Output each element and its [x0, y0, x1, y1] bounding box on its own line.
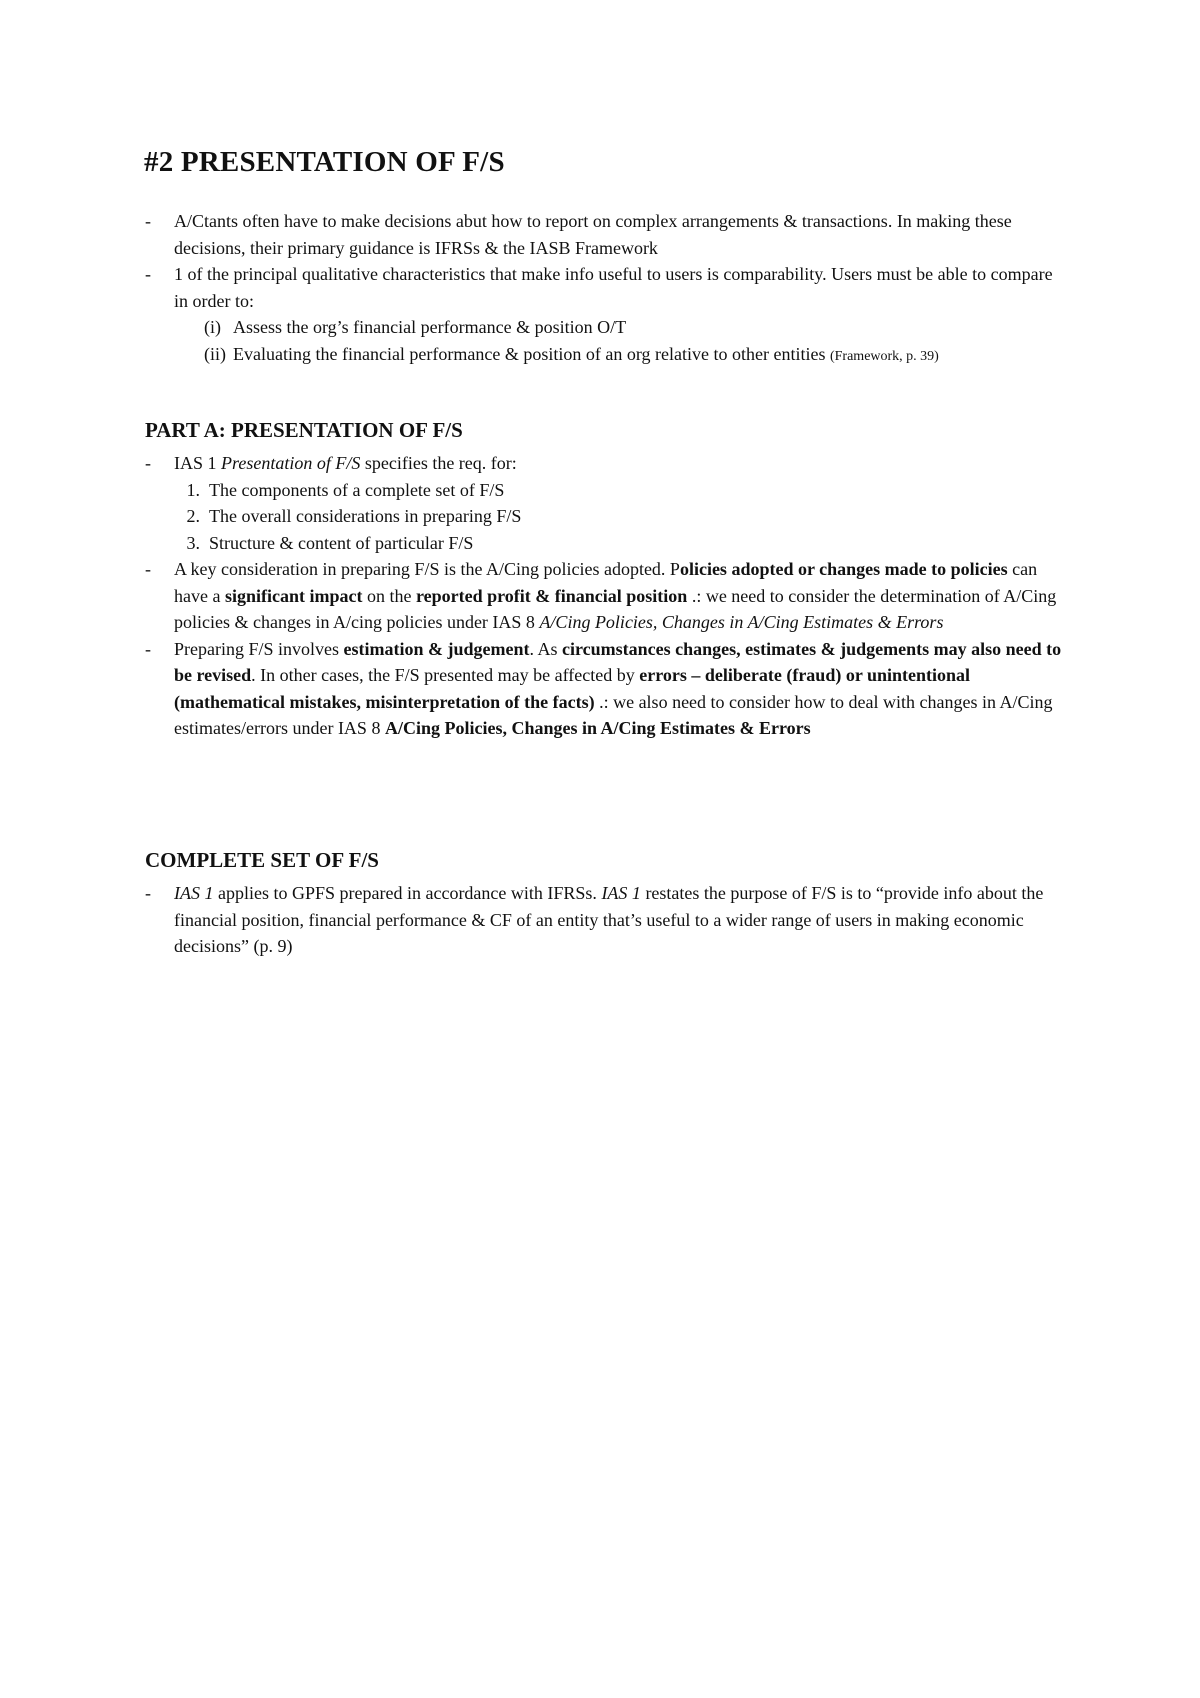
- italic-title: Presentation of F/S: [221, 453, 361, 473]
- italic-title: IAS 1: [174, 883, 214, 903]
- bullet-text: A/Ctants often have to make decisions abut how to report on complex arrangements & transactions. In making these decisions, their primary guidance is IFRSs & the IASB Framework: [174, 211, 1012, 258]
- list-text: The overall considerations in preparing F/S: [209, 506, 522, 526]
- bullet-item: [145, 261, 1070, 314]
- bold-text: A/Cing Policies, Changes in A/Cing Estimates & Errors: [384, 718, 811, 738]
- list-number: 1.: [186, 479, 200, 500]
- roman-label: (i): [204, 317, 221, 337]
- numbered-list-item: [145, 503, 1070, 530]
- italic-title: A/Cing Policies, Changes in A/Cing Estimates & Errors: [539, 612, 944, 632]
- bullet-text: 1 of the principal qualitative characteristics that make info useful to users is comparability. Users must be able to compare in order to:: [174, 264, 1053, 311]
- bold-text: significant impact: [224, 585, 363, 606]
- bullet-text: can have a: [174, 559, 1038, 606]
- bullet-item: [145, 880, 1070, 960]
- bullet-text: Preparing F/S involves: [174, 638, 344, 659]
- roman-text: Assess the org’s financial performance & position O/T: [233, 317, 627, 337]
- bullet-dash: -: [145, 264, 151, 284]
- numbered-list-item: [145, 477, 1070, 504]
- bullet-text: on the: [362, 585, 416, 606]
- section-heading-part-a: PART A: PRESENTATION OF F/S: [145, 418, 463, 442]
- bold-text: estimation & judgement: [343, 638, 530, 659]
- bullet-text: applies to GPFS prepared in accordance with IFRSs.: [213, 883, 602, 903]
- bullet-dash: -: [145, 559, 151, 579]
- bold-text: olicies adopted or changes made to policies: [679, 559, 1008, 579]
- bullet-text: .: we also need to consider how to deal with changes in A/Cing estimates/errors under IAS 8: [174, 691, 1053, 738]
- part-a-section: [145, 450, 1070, 742]
- bullet-dash: -: [145, 211, 151, 231]
- bullet-item: [145, 556, 1070, 636]
- bullet-text: A key consideration in preparing F/S is the A/Cing policies adopted. P: [174, 559, 680, 579]
- page-title: #2 PRESENTATION OF F/S: [144, 146, 505, 178]
- bullet-text: .: we need to consider the determination of A/Cing policies & changes in A/cing policies under IAS 8: [174, 585, 1057, 632]
- bullet-item: [145, 450, 1070, 477]
- roman-list-item: [145, 314, 1070, 341]
- section-heading-complete-set: COMPLETE SET OF F/S: [145, 848, 379, 872]
- citation: (Framework, p. 39): [829, 348, 939, 364]
- list-number: 2.: [186, 506, 200, 526]
- bullet-item: [145, 636, 1070, 742]
- complete-set-section: [145, 880, 1070, 960]
- bullet-text: IAS 1: [174, 453, 222, 473]
- bold-text: circumstances changes, estimates & judgements may also need to be revised: [174, 638, 1062, 685]
- list-number: 3.: [186, 532, 200, 553]
- list-text: The components of a complete set of F/S: [209, 479, 505, 500]
- bullet-text: specifies the req. for:: [360, 453, 517, 473]
- bullet-item: [145, 208, 1070, 261]
- bold-text: errors – deliberate (fraud) or unintentional (mathematical mistakes, misinterpretation of the facts): [174, 665, 971, 712]
- list-text: Structure & content of particular F/S: [209, 532, 474, 553]
- numbered-list-item: [145, 530, 1070, 557]
- roman-list-item: [145, 341, 1070, 371]
- intro-section: [145, 208, 1070, 370]
- bullet-dash: -: [145, 638, 151, 659]
- bold-text: reported profit & financial position: [415, 585, 688, 606]
- bullet-dash: -: [145, 883, 151, 903]
- bullet-dash: -: [145, 453, 151, 473]
- bullet-text: restates the purpose of F/S is to “provide info about the financial position, financial performance & CF of an entity that’s useful to a wider range of users in making economic decisions” (p. 9): [174, 883, 1044, 956]
- italic-title: IAS 1: [601, 883, 641, 903]
- roman-text: Evaluating the financial performance & position of an org relative to other entities: [233, 343, 826, 364]
- bullet-text: . In other cases, the F/S presented may be affected by: [251, 665, 640, 685]
- bullet-text: . As: [529, 638, 562, 659]
- roman-label: (ii): [204, 343, 226, 364]
